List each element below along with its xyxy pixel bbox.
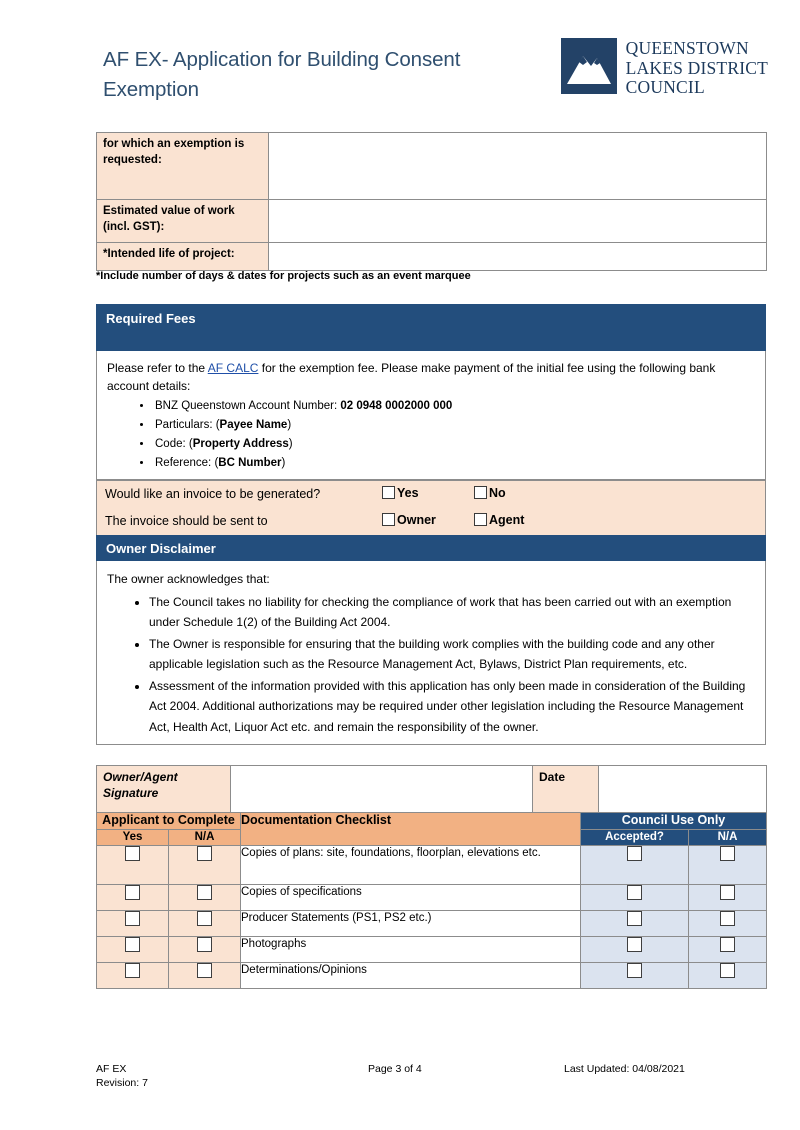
invoice-owner-label: Owner: [397, 513, 436, 527]
fees-intro-after: for the exemption fee. Please make payment of the initial fee using the following bank account details:: [107, 361, 716, 393]
bullet-0-bold: 02 0948 0002000 000: [340, 400, 453, 412]
list-item: • Assessment of the information provided with this application has only been made in consideration of the Building Act 2004. Additional authorizations may be required under other legislation including the Resource Management Act, Health Act, Liquor Act etc. and remain the responsibility of the owner.: [149, 676, 755, 738]
checkbox-cell-council-na-3[interactable]: [689, 937, 767, 963]
owner-disclaimer-body: [96, 561, 766, 745]
subheader-council-accepted: Accepted?: [581, 829, 689, 846]
bullet-3-text: Reference: (: [155, 457, 219, 469]
checklist-header-row: [97, 813, 767, 830]
table-row: [97, 766, 767, 817]
owner-disclaimer-heading: Owner Disclaimer: [96, 535, 766, 561]
bullet-1-bold: Payee Name: [219, 419, 288, 431]
input-exemption-requested[interactable]: [269, 133, 767, 200]
bullet-3-bold: BC Number: [218, 457, 282, 469]
required-fees-body: [96, 351, 766, 480]
checkbox-council-accepted-1[interactable]: [627, 885, 642, 900]
invoice-yes-label: Yes: [397, 486, 419, 500]
table-row: [97, 963, 767, 989]
invoice-question-label: Would like an invoice to be generated?: [105, 487, 321, 501]
checklist-item-4: Determinations/Opinions: [241, 963, 581, 989]
checkbox-cell-council-accepted-0[interactable]: [581, 846, 689, 885]
checkbox-applicant-na-3[interactable]: [197, 937, 212, 952]
checkbox-council-accepted-2[interactable]: [627, 911, 642, 926]
table-row: [97, 937, 767, 963]
checklist-item-1: Copies of specifications: [241, 885, 581, 911]
invoice-owner-option[interactable]: [382, 513, 436, 527]
bullet-3-tail: ): [281, 457, 286, 469]
owner-agent-signature-label: Owner/Agent Signature: [97, 766, 231, 817]
checkbox-cell-applicant-yes-2[interactable]: [97, 911, 169, 937]
bullet-1-text: Particulars: (: [155, 419, 220, 431]
invoice-options-box: [96, 480, 766, 538]
list-item: • The Owner is responsible for ensuring that the building work complies with the building code and any other applicable legislation such as the Resource Management Act, Bylaws, District Plan requirements, etc.: [149, 634, 755, 675]
checkbox-cell-council-na-1[interactable]: [689, 885, 767, 911]
council-use-only-header: Council Use Only: [581, 813, 767, 830]
logo-line-3: COUNCIL: [625, 77, 705, 97]
page-title: AF EX- Application for Building Consent Exemption: [103, 48, 461, 101]
table-row: [97, 133, 767, 200]
checkbox-council-accepted-3[interactable]: [627, 937, 642, 952]
checklist-item-3: Photographs: [241, 937, 581, 963]
checkbox-cell-applicant-na-2[interactable]: [169, 911, 241, 937]
checkbox-cell-applicant-yes-1[interactable]: [97, 885, 169, 911]
checkbox-council-na-2[interactable]: [720, 911, 735, 926]
project-details-table: [96, 132, 767, 271]
bullet-2-bold: Property Address: [192, 438, 289, 450]
checkbox-cell-council-na-4[interactable]: [689, 963, 767, 989]
checkbox-council-na-4[interactable]: [720, 963, 735, 978]
checkbox-council-na-0[interactable]: [720, 846, 735, 861]
bank-details-list: [107, 397, 755, 473]
table-row: [97, 885, 767, 911]
checkbox-applicant-yes-3[interactable]: [125, 937, 140, 952]
owner-disclaimer-section: [96, 535, 766, 745]
checkbox-applicant-na-2[interactable]: [197, 911, 212, 926]
checkbox-cell-council-accepted-1[interactable]: [581, 885, 689, 911]
council-logo-text: [626, 38, 768, 98]
subheader-applicant-na: N/A: [169, 829, 241, 846]
checkbox-cell-council-accepted-3[interactable]: [581, 937, 689, 963]
checkbox-invoice-owner[interactable]: [382, 513, 395, 526]
checkbox-cell-council-na-0[interactable]: [689, 846, 767, 885]
checkbox-applicant-yes-2[interactable]: [125, 911, 140, 926]
documentation-checklist-table: [96, 812, 767, 989]
input-estimated-value[interactable]: [269, 200, 767, 243]
invoice-sent-to-label: The invoice should be sent to: [105, 514, 268, 528]
checkbox-cell-council-accepted-2[interactable]: [581, 911, 689, 937]
label-estimated-value: Estimated value of work (incl. GST):: [97, 200, 269, 243]
invoice-no-label: No: [489, 486, 506, 500]
required-fees-section: [96, 304, 766, 538]
checkbox-invoice-agent[interactable]: [474, 513, 487, 526]
table-row: [97, 200, 767, 243]
checkbox-applicant-na-4[interactable]: [197, 963, 212, 978]
required-fees-heading: Required Fees: [96, 304, 766, 351]
label-intended-life: *Intended life of project:: [97, 243, 269, 271]
document-header: [96, 38, 768, 118]
list-item: [153, 435, 755, 454]
mountain-logo-icon: [561, 38, 617, 94]
checkbox-council-na-1[interactable]: [720, 885, 735, 900]
checkbox-cell-applicant-yes-0[interactable]: [97, 846, 169, 885]
invoice-agent-label: Agent: [489, 513, 525, 527]
invoice-no-option[interactable]: [474, 486, 506, 500]
checkbox-applicant-na-0[interactable]: [197, 846, 212, 861]
checklist-item-2: Producer Statements (PS1, PS2 etc.): [241, 911, 581, 937]
council-logo: [561, 38, 768, 98]
checkbox-cell-applicant-na-3[interactable]: [169, 937, 241, 963]
logo-line-2: LAKES DISTRICT: [625, 57, 768, 78]
invoice-yes-option[interactable]: [382, 486, 419, 500]
list-item: [153, 454, 755, 473]
checkbox-cell-applicant-na-1[interactable]: [169, 885, 241, 911]
invoice-agent-option[interactable]: [474, 513, 524, 527]
bullet-2-tail: ): [288, 438, 293, 450]
footer-revision: Revision: 7: [96, 1076, 148, 1089]
subheader-council-na: N/A: [689, 829, 767, 846]
footer-page-number: Page 3 of 4: [368, 1063, 422, 1075]
input-intended-life[interactable]: [269, 243, 767, 271]
checkbox-cell-council-na-2[interactable]: [689, 911, 767, 937]
owner-agent-signature-field[interactable]: [231, 766, 533, 817]
fees-intro-before: Please refer to the: [107, 361, 208, 375]
date-label: Date: [533, 766, 599, 817]
checkbox-cell-applicant-yes-4[interactable]: [97, 963, 169, 989]
checkbox-applicant-yes-1[interactable]: [125, 885, 140, 900]
checkbox-invoice-no[interactable]: [474, 486, 487, 499]
checkbox-council-na-3[interactable]: [720, 937, 735, 952]
checkbox-cell-council-accepted-4[interactable]: [581, 963, 689, 989]
footer-last-updated: Last Updated: 04/08/2021: [564, 1063, 685, 1075]
bullet-2-text: Code: (: [155, 438, 193, 450]
table-row: [97, 846, 767, 885]
bullet-0-text: BNZ Queenstown Account Number:: [155, 400, 341, 412]
checkbox-council-accepted-0[interactable]: [627, 846, 642, 861]
af-calc-link[interactable]: AF CALC: [207, 361, 259, 375]
checkbox-applicant-na-1[interactable]: [197, 885, 212, 900]
checkbox-applicant-yes-4[interactable]: [125, 963, 140, 978]
footer-left: [96, 1063, 148, 1090]
label-exemption-requested: for which an exemption is requested:: [97, 133, 269, 200]
checkbox-cell-applicant-yes-3[interactable]: [97, 937, 169, 963]
list-item: [153, 397, 755, 416]
marquee-note: *Include number of days & dates for projects such as an event marquee: [96, 270, 471, 282]
documentation-checklist-header: Documentation Checklist: [241, 813, 581, 846]
bullet-1-tail: ): [287, 419, 292, 431]
checkbox-cell-applicant-na-0[interactable]: [169, 846, 241, 885]
date-field[interactable]: [599, 766, 767, 817]
disclaimer-intro: The owner acknowledges that:: [107, 572, 270, 586]
subheader-applicant-yes: Yes: [97, 829, 169, 846]
list-item: • The Council takes no liability for checking the compliance of work that has been carried out with an exemption under Schedule 1(2) of the Building Act 2004.: [149, 592, 755, 633]
checklist-item-0: Copies of plans: site, foundations, floorplan, elevations etc.: [241, 846, 581, 885]
checkbox-council-accepted-4[interactable]: [627, 963, 642, 978]
applicant-to-complete-header: Applicant to Complete: [97, 813, 241, 830]
list-item: [153, 416, 755, 435]
checkbox-invoice-yes[interactable]: [382, 486, 395, 499]
checkbox-cell-applicant-na-4[interactable]: [169, 963, 241, 989]
logo-line-1: QUEENSTOWN: [625, 38, 749, 58]
table-row: [97, 243, 767, 271]
footer-doc-code: AF EX: [96, 1063, 127, 1075]
disclaimer-list: [107, 592, 755, 738]
checkbox-applicant-yes-0[interactable]: [125, 846, 140, 861]
fees-intro-paragraph: [107, 359, 755, 395]
signature-table: [96, 765, 767, 817]
table-row: [97, 911, 767, 937]
